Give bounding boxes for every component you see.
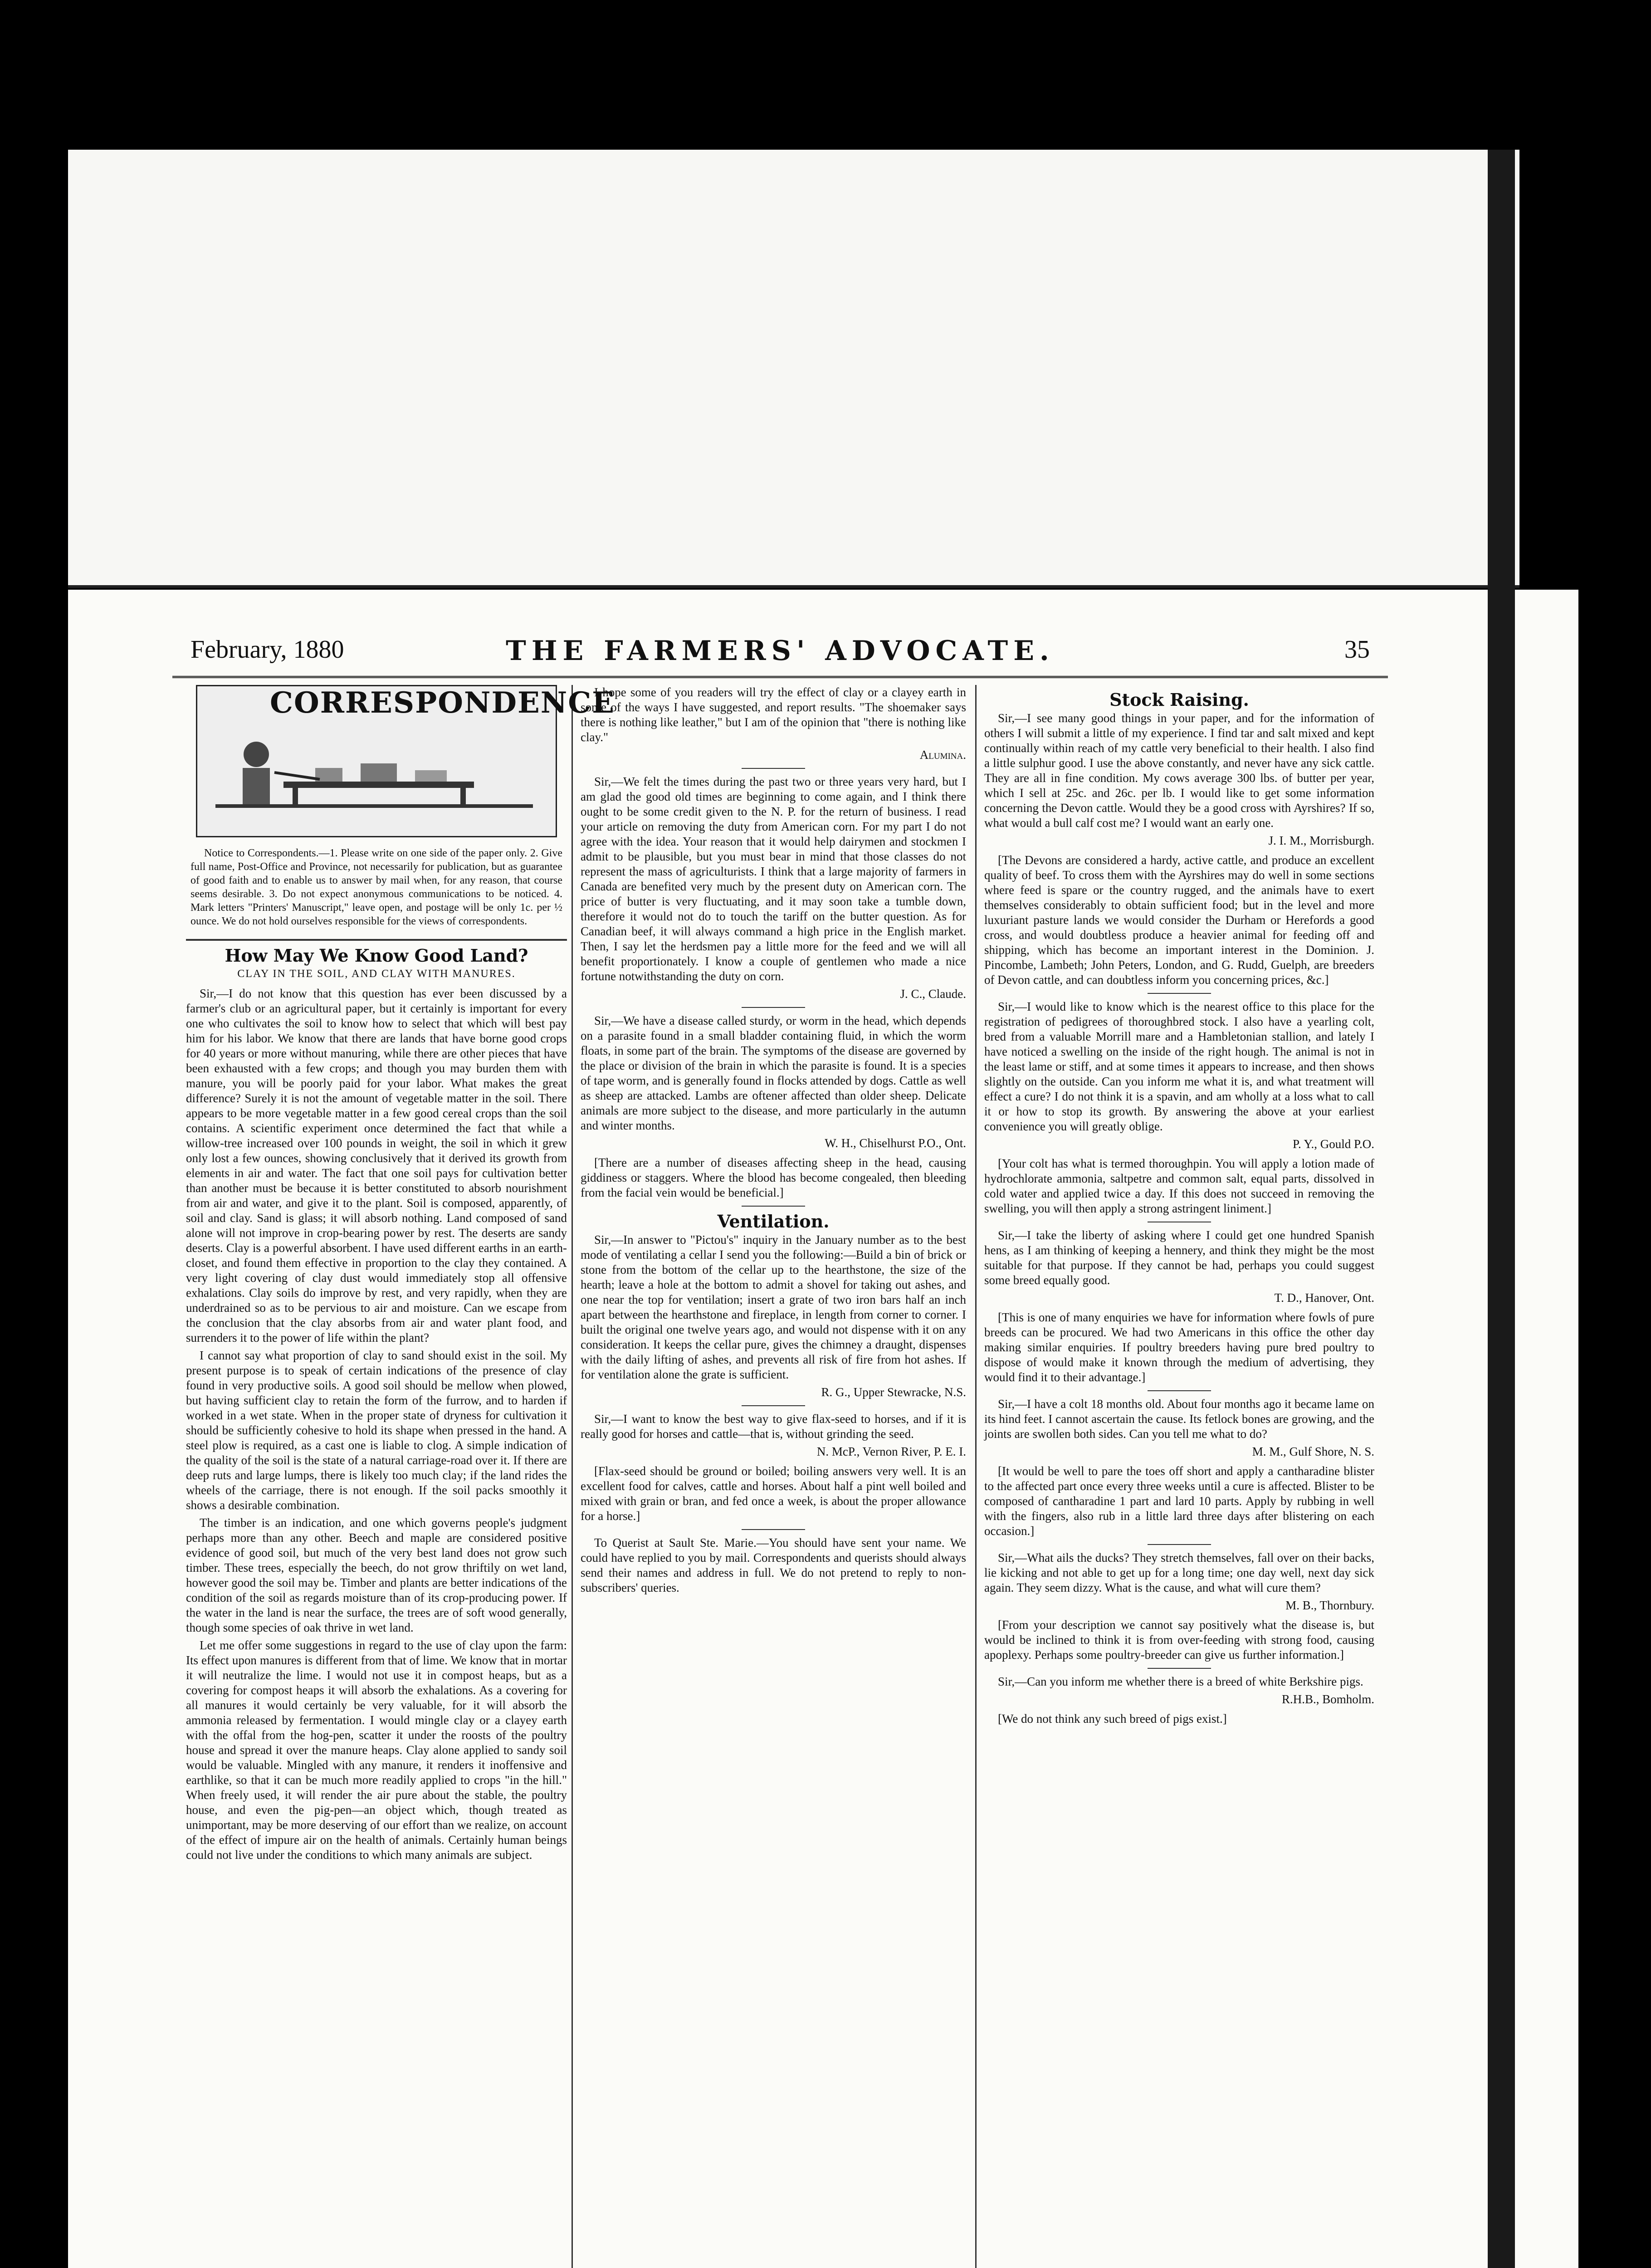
page-number: 35: [1344, 635, 1370, 664]
signature: M. M., Gulf Shore, N. S.: [1252, 1445, 1374, 1458]
letter: Sir,—I take the liberty of asking where I could get one hundred Spanish hens, as I am thinking of keeping a hennery, and think they might be the most suitable for that purpose. If they cannot be had, perhaps you could suggest some breed equally good.: [984, 1228, 1374, 1287]
signature: P. Y., Gould P.O.: [1292, 1137, 1374, 1151]
signature: Alumina.: [919, 748, 966, 762]
signature: W. H., Chiselhurst P.O., Ont.: [825, 1136, 966, 1150]
signature: N. McP., Vernon River, P. E. I.: [816, 1445, 966, 1458]
editor-reply: [Flax-seed should be ground or boiled; boiling answers very well. It is an excellent food for calves, cattle and horses. About half a pint well boiled and mixed with grain or bran, and fed once a week, is about the proper allowance for a horse.]: [581, 1464, 966, 1523]
section-divider: [186, 939, 567, 941]
newspaper-page: [172, 626, 1388, 2268]
page-header: [172, 626, 1388, 678]
editor-reply: [Your colt has what is termed thoroughpin. You will apply a lotion made of hydrochlorate ammonia, saltpetre and common salt, equal parts, dissolved in cold water and applied twice a day. If this does not succeed in removing the swelling, you will then apply a strong astringent liniment.]: [984, 1157, 1374, 1215]
signature: R. G., Upper Stewracke, N.S.: [821, 1385, 966, 1399]
column-2: [581, 685, 966, 1598]
issue-date: February, 1880: [190, 635, 344, 664]
divider: [1148, 1544, 1211, 1545]
editor-reply: [The Devons are considered a hardy, active cattle, and produce an excellent quality of beef. To cross them with the Ayrshires may do well in some sections where feed is spare or the country rugged, and the animals have to exert themselves considerably to obtain sufficient food; but in the level and more luxuriant pasture lands we would consider the Durham or Herefords a good cross, and would doubtless produce a heavier animal for feeding off and shipping, which has become an important interest in the Dominion. J. Pincombe, Lambeth; John Peters, London, and G. Rudd, Guelph, are breeders of Devon cattle, and can doubtless inform you concerning prices, &c.]: [984, 853, 1374, 987]
notice-to-correspondents: Notice to Correspondents.—1. Please write on one side of the paper only. 2. Give full name, Post-Office and Province, not necessarily for publication, but as guarantee of good faith and to enable us to answer by mail when, for any reason, that course seems desirable. 3. Do not expect anonymous communications to be noticed. 4. Mark letters "Printers' Manuscript," leave open, and postage will be only 1c. per ½ ounce. We do not hold ourselves responsible for the views of correspondents.: [190, 847, 562, 927]
letter: Sir,—In answer to "Pictou's" inquiry in the January number as to the best mode of ventilating a cellar I send you the following:—Build a bin of brick or stone from the bottom of the cellar up to the hearthstone, the size of the hearth; leave a hole at the bottom to admit a shovel for taking out ashes, and one near the top for ventilation; insert a grate of two iron bars half an inch apart between the hearthstone and fireplace, in length from corner to corner. I built the original one twelve years ago, and would not dispense with it on any consideration. It keeps the cellar pure, gives the chimney a draught, dispenses with the daily lifting of ashes, and prevents all risk of fire from hot ashes. If for ventilation alone the grate is sufficient.: [581, 1233, 966, 1381]
signature: M. B., Thornbury.: [1285, 1598, 1374, 1612]
column-3: [984, 685, 1374, 1729]
editor-reply: [We do not think any such breed of pigs exist.]: [998, 1712, 1227, 1725]
letter: Sir,—I want to know the best way to give flax-seed to horses, and if it is really good for horses and cattle—that is, without grinding the seed.: [581, 1412, 966, 1441]
binding-edge: [1488, 150, 1515, 2268]
masthead-title: THE FARMERS' ADVOCATE.: [506, 635, 1055, 667]
divider: [742, 1206, 805, 1207]
letter: Sir,—I would like to know which is the nearest office to this place for the registration of pedigrees of thoroughbred stock. I also have a yearling colt, bred from a valuable Morrill mare and a Hambletonian stallion, and lately I have noticed a swelling on the inside of the right hough. The animal is not in the least lame or stiff, and at some times it appears to increase, and then shows slightly on the outside. Can you inform me what it is, and what treatment will effect a cure? I do not think it is a spavin, and am wholly at a loss what to call it or how to stop its growth. By answering the above at your earliest convenience you will greatly oblige.: [984, 1000, 1374, 1133]
letter: Sir,—What ails the ducks? They stretch themselves, fall over on their backs, lie kicking and not able to get up for a long time; one day well, next day sick again. They seem dizzy. What is the cause, and what will cure them?: [984, 1551, 1374, 1594]
signature: R.H.B., Bomholm.: [1281, 1692, 1374, 1706]
editor-reply: [This is one of many enquiries we have for information where fowls of pure breeds can be procured. We had two Americans in this office the other day making similar enquiries. If poultry breeders having pure bred poultry to dispose of would make it known through the medium of advertising, they would find it to their advantage.]: [984, 1310, 1374, 1384]
divider: [742, 1007, 805, 1008]
section-title: Ventilation.: [717, 1211, 830, 1232]
letter: Sir,—We felt the times during the past two or three years very hard, but I am glad the good old times are beginning to come again, and I think there ought to be some credit given to the N. P. for the return of business. I read your article on removing the duty from American corn. For my part I do not agree with the idea. Your reason that it would help dairymen and stockmen I admit to be plausible, but you must bear in mind that those classes do not represent the mass of agriculturists. I think that a large majority of farmers in Canada are benefited very much by the present duty on American corn. The price of butter is very fluctuating, and it may soon take a tumble down, therefore it would not do to touch the tariff on the butter question. As for Canadian beef, it will always command a high price in the English market. Then, I say let the herdsmen pay a little more for the feed and we will all benefit proportionately. I know a couple of gentlemen who made a nice fortune notwithstanding the duty on corn.: [581, 775, 966, 983]
column-rule: [572, 685, 573, 2268]
signature: T. D., Hanover, Ont.: [1274, 1291, 1374, 1305]
divider: [742, 1529, 805, 1530]
divider: [742, 768, 805, 769]
banner-title: CORRESPONDENCE: [270, 686, 615, 720]
correspondence-banner: [196, 685, 615, 837]
divider: [1148, 993, 1211, 994]
letter: Sir,—We have a disease called sturdy, or worm in the head, which depends on a parasite found in a small bladder containing fluid, in which the worm floats, in some part of the brain. The symptoms of the disease are governed by the place or division of the brain in which the parasite is found. It is a species of tape worm, and is generally found in flocks attended by dogs. Cattle as well as sheep are attacked. Lambs are oftener affected than older sheep. Delicate animals are more subject to the disease, and more particularly in the autumn and winter months.: [581, 1014, 966, 1132]
divider: [1148, 1390, 1211, 1391]
letter: Sir,—Can you inform me whether there is a breed of white Berkshire pigs.: [998, 1675, 1363, 1688]
article-paragraph: I cannot say what proportion of clay to sand should exist in the soil. My present purpose is to speak of certain indications of the presence of clay found in very productive soils. A good soil should be mellow when plowed, but having sufficient clay to retain the form of the furrow, and to harden if worked in a wet state. When in the proper state of dryness for cultivation it should be sufficiently cohesive to hold its shape when pressed in the hand. A steel plow is required, as a cast one is liable to clog. A simple indication of the quality of the soil is the state of a natural carriage-road over it. If there are deep ruts and large lumps, there is likely too much clay; if the land rides the wheels of the carriage, there is not enough. If the soil packs smoothly it shows a desirable combination.: [186, 1349, 567, 1512]
article-paragraph: The timber is an indication, and one which governs people's judgment perhaps more than any other. Beech and maple are considered positive evidence of good soil, but much of the very best land does not grow such timber. These trees, especially the beech, do not grow thriftily on wet land, however good the soil may be. Timber and plants are better indications of the condition of the soil as regards moisture than of its crop-producing power. If the water in the land is near the surface, the trees are of soft wood generally, though some species of oak thrive in wet land.: [186, 1516, 567, 1634]
notice: To Querist at Sault Ste. Marie.—You should have sent your name. We could have replied to you by mail. Correspondents and querists should always send their names and address in full. We do not pretend to reply to non-subscribers' queries.: [581, 1536, 966, 1594]
signature: J. C., Claude.: [900, 987, 966, 1001]
article-paragraph: I hope some of you readers will try the effect of clay or a clayey earth in some of the ways I have suggested, and report results. "The shoemaker says there is nothing like leather," but I am of the opinion that "there is nothing like clay.": [581, 685, 966, 744]
divider: [1148, 1668, 1211, 1669]
article-title: How May We Know Good Land?: [225, 945, 528, 966]
column-1: [186, 685, 615, 1865]
previous-page: [68, 150, 1519, 588]
letter: Sir,—I have a colt 18 months old. About four months ago it became lame on its hind feet. I cannot ascertain the cause. Its fetlock bones are growing, and the joints are swollen both sides. Can you tell me what to do?: [984, 1397, 1374, 1441]
divider: [742, 1405, 805, 1406]
editor-reply: [From your description we cannot say positively what the disease is, but would be inclined to think it is from over-feeding with strong food, causing apoplexy. Perhaps some poultry-breeder can give us further information.]: [984, 1618, 1374, 1662]
editor-reply: [It would be well to pare the toes off short and apply a cantharadine blister to the affected part once every three weeks until a cure is affected. Blister to be composed of cantharadine 1 part and lard 10 parts. Apply by rubbing in well with the fingers, also rub in a little lard three days after blistering on each occasion.]: [984, 1464, 1374, 1538]
article-paragraph: Sir,—I do not know that this question has ever been discussed by a farmer's club or an agricultural paper, but it certainly is important for every one who cultivates the soil to know how to select that which will best pay him for his labor. We know that there are lands that have borne good crops for 40 years or more without manuring, while there are other pieces that have been exhausted with a few crops; and though you may burden them with manure, you will be poorly paid for your labor. What makes the great difference? Surely it is not the amount of vegetable matter in the soil. There appears to be more vegetable matter in a few good cereal crops than the soil contains. A scientific experiment once determined the fact that while a willow-tree increased over 100 pounds in weight, the soil in which it grew only lost a few ounces, showing conclusively that it derived its growth from elements in air and water. The fact that one soil pays for cultivation better than another must be because it is better constituted to absorb nourishment from air and water, and give it to the plant. Soil is composed, apparently, of soil and clay. Sand is glass; it will absorb nothing. Land composed of sand alone will not improve in crop-bearing power by rest. The deserts are sandy deserts. Clay is a powerful absorbent. I have used different earths in an earth-closet, and found them effective in proportion to the clay they contained. A very light covering of clay dust would immediately stop all offensive exhalations. Clay soils do improve by rest, and very rapidly, when they are underdrained so as to be pervious to air and moisture. Can we escape from the conclusion that the clay absorbs from air and water plant food, and surrenders it to the power of life within the plant?: [186, 987, 567, 1344]
section-title: Stock Raising.: [1109, 689, 1249, 710]
letter: Sir,—I see many good things in your paper, and for the information of others I will submit a little of my experience. I find tar and salt mixed and kept continually within reach of my cattle very beneficial to their health. I also find a little sulphur good. I use the above constantly, and never have any sick cattle. They are all in fine condition. My cows average 300 lbs. of butter per year, which I sell at 25c. and 26c. per lb. I would like to get some information concerning the Devon cattle. Would they be a good cross with Ayrshires? If so, what would a bull calf cost me? I would want an early one.: [984, 711, 1374, 830]
article-subtitle: CLAY IN THE SOIL, AND CLAY WITH MANURES.: [237, 968, 516, 980]
signature: J. I. M., Morrisburgh.: [1268, 834, 1374, 847]
column-rule: [975, 685, 977, 2268]
article-paragraph: Let me offer some suggestions in regard to the use of clay upon the farm: Its effect upon manures is different from that of lime. We know that in mortar it will neutralize the lime. I would not use it in compost heaps, but as a covering for compost heaps it will absorb the exhalations. As a covering for all manures it would certainly be very valuable, for it will absorb the ammonia released by fermentation. I would mingle clay or a clayey earth with the offal from the hog-pen, scatter it under the roosts of the poultry house and spread it over the manure heaps. Clay alone applied to sandy soil would be valuable. Mingled with any manure, it renders it inoffensive and earthlike, so that it can be much more readily applied to crops "in the hill." When freely used, it will render the air pure about the stable, the poultry house, and even the pig-pen—an object which, though treated as unimportant, may be more deserving of our effort than we realize, on account of the effect of impure air on the health of animals. Certainly human beings could not live under the conditions to which many animals are subject.: [186, 1638, 567, 1862]
writer-illustration-icon: [215, 736, 533, 822]
editor-reply: [There are a number of diseases affecting sheep in the head, causing giddiness or staggers. Where the blood has become congealed, then bleeding from the facial vein would be beneficial.]: [581, 1156, 966, 1199]
